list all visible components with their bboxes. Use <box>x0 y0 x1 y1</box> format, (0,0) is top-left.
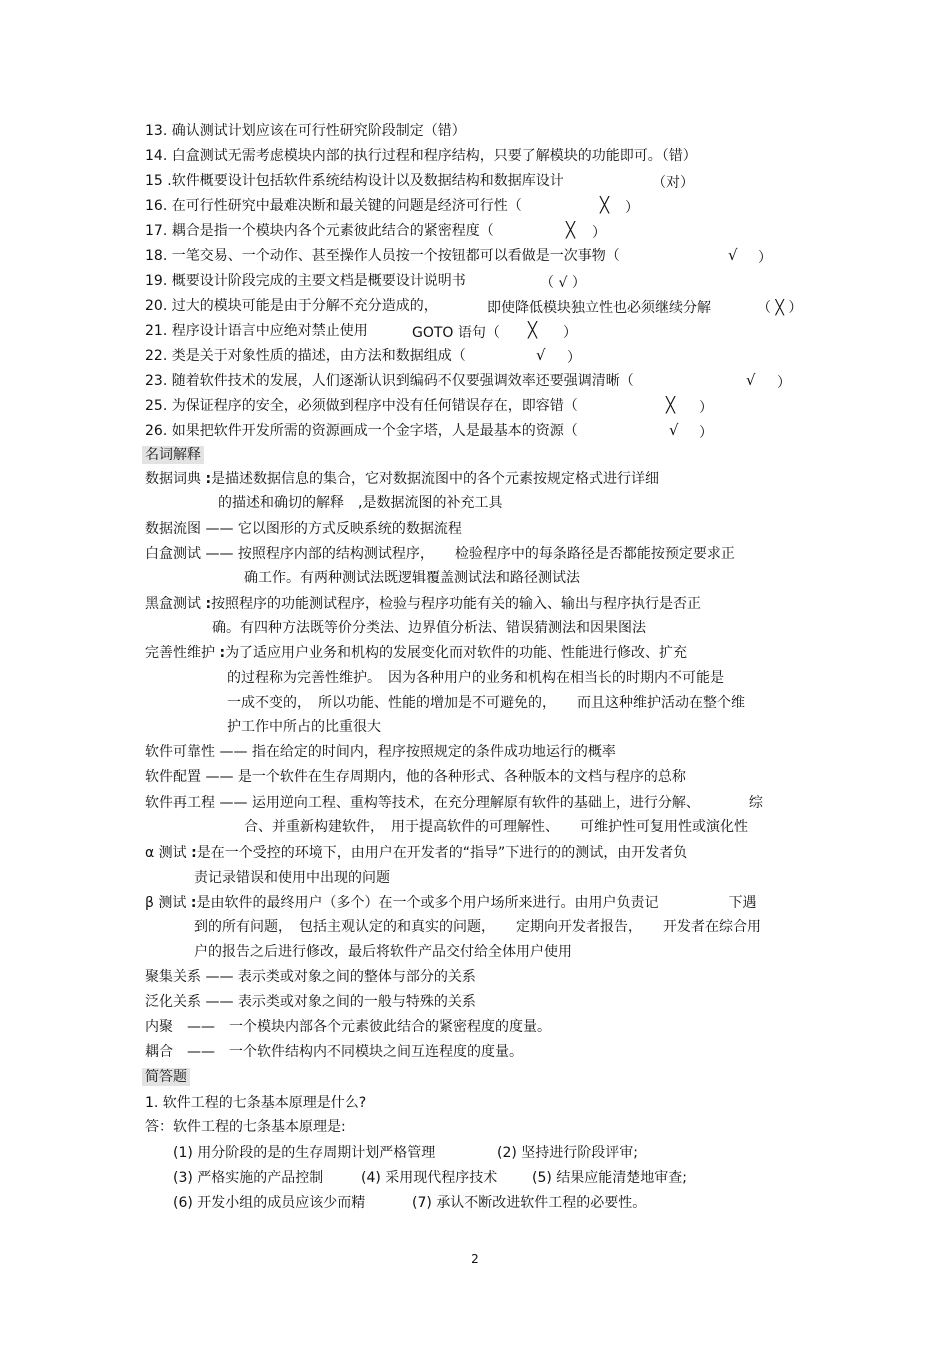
judgment-21-text2: GOTO 语句（ <box>412 325 500 341</box>
principle-1: (1) 用分阶段的是的生存周期计划严格管理 <box>173 1145 436 1161</box>
question-1: 1. 软件工程的七条基本原理是什么? <box>145 1095 367 1111</box>
judgment-25-end: ） <box>699 400 713 416</box>
judgment-26-end: ） <box>699 425 713 441</box>
term-black-box-cont: 确。有四种方法既等价分类法、边界值分析法、错误猜测法和因果图法 <box>212 620 646 636</box>
judgment-14: 14. 白盒测试无需考虑模块内部的执行过程和程序结构，只要了解模块的功能即可。（错） <box>145 148 697 164</box>
term-white-box-cont: 确工作。有两种测试法既逻辑覆盖测试法和路径测试法 <box>244 570 580 586</box>
term-perfective-maintenance-cont-3: 护工作中所占的比重很大 <box>227 719 381 735</box>
judgment-23: 23. 随着软件技术的发展，人们逐渐认识到编码不仅要强调效率还要强调清晰（ <box>145 373 634 389</box>
answer-1-intro: 答：软件工程的七条基本原理是: <box>145 1119 346 1135</box>
term-cohesion: 内聚 —— 一个模块内部各个元素彼此结合的紧密程度的度量。 <box>145 1019 551 1035</box>
judgment-26-mark: √ <box>669 421 679 439</box>
judgment-18-end: ） <box>758 250 772 266</box>
term-alpha-test: α 测试 :是在一个受控的环境下，由用户在开发者的“指导”下进行的的测试，由开发者负 <box>145 845 688 861</box>
judgment-16-mark: ╳ <box>600 196 610 214</box>
principle-6: (6) 开发小组的成员应该少而精 <box>173 1195 366 1211</box>
judgment-25-mark: ╳ <box>666 396 676 414</box>
term-beta-test-cont-1: 到的所有问题， 包括主观认定的和真实的问题， 定期向开发者报告， 开发者在综合用 <box>194 919 761 935</box>
term-dfd: 数据流图 —— 它以图形的方式反映系统的数据流程 <box>145 521 462 537</box>
judgment-13: 13. 确认测试计划应该在可行性研究阶段制定（错） <box>145 123 466 139</box>
judgment-17: 17. 耦合是指一个模块内各个元素彼此结合的紧密程度（ <box>145 223 494 239</box>
term-perfective-maintenance: 完善性维护 :为了适应用户业务和机构的发展变化而对软件的功能、性能进行修改、扩充 <box>145 645 688 661</box>
term-data-dictionary-cont: 的描述和确切的解释 ,是数据流图的补充工具 <box>218 495 503 511</box>
judgment-21-end: ） <box>563 325 577 341</box>
term-alpha-test-cont: 责记录错误和使用中出现的问题 <box>194 870 390 886</box>
judgment-21: 21. 程序设计语言中应绝对禁止使用 <box>145 323 368 339</box>
judgment-18: 18. 一笔交易、一个动作、甚至操作人员按一个按钮都可以看做是一次事物（ <box>145 248 620 264</box>
judgment-22-end: ） <box>567 350 581 366</box>
term-beta-test-cont-2: 户的报告之后进行修改，最后将软件产品交付给全体用户使用 <box>194 944 572 960</box>
judgment-16-end: ） <box>625 200 639 216</box>
term-configuration: 软件配置 —— 是一个软件在生存周期内，他的各种形式、各种版本的文档与程序的总称 <box>145 769 686 785</box>
term-coupling: 耦合 —— 一个软件结构内不同模块之间互连程度的度量。 <box>145 1044 523 1060</box>
page-number: 2 <box>471 1252 479 1266</box>
term-reliability: 软件可靠性 —— 指在给定的时间内，程序按照规定的条件成功地运行的概率 <box>145 744 616 760</box>
term-reengineering-cont: 合、并重新构建软件， 用于提高软件的可理解性、 可维护性可复用性或演化性 <box>244 819 748 835</box>
judgment-22: 22. 类是关于对象性质的描述，由方法和数据组成（ <box>145 348 466 364</box>
term-white-box: 白盒测试 —— 按照程序内部的结构测试程序， 检验程序中的每条路径是否都能按预定要求正 <box>145 546 735 562</box>
judgment-21-mark: ╳ <box>528 321 538 339</box>
principle-3: (3) 严格实施的产品控制 <box>173 1170 324 1186</box>
judgment-23-mark: √ <box>746 371 756 389</box>
judgment-19: 19. 概要设计阶段完成的主要文档是概要设计说明书 <box>145 273 466 289</box>
judgment-20-text2: 即使降低模块独立性也必须继续分解 <box>487 300 711 316</box>
judgment-15-mark: （对） <box>652 175 694 191</box>
judgment-25: 25. 为保证程序的安全，必须做到程序中没有任何错误存在，即容错（ <box>145 398 578 414</box>
term-beta-test: β 测试 :是由软件的最终用户（多个）在一个或多个用户场所来进行。由用户负责记 下遇 <box>145 895 757 911</box>
term-generalization: 泛化关系 —— 表示类或对象之间的一般与特殊的关系 <box>145 994 476 1010</box>
judgment-19-mark: （ √ ） <box>540 275 586 291</box>
judgment-26: 26. 如果把软件开发所需的资源画成一个金字塔，人是最基本的资源（ <box>145 423 578 439</box>
term-perfective-maintenance-cont-2: 一成不变的， 所以功能、性能的增加是不可避免的， 而且这种维护活动在整个维 <box>227 695 745 711</box>
judgment-15: 15 .软件概要设计包括软件系统结构设计以及数据结构和数据库设计 <box>145 173 564 189</box>
principle-7: (7) 承认不断改进软件工程的必要性。 <box>412 1195 647 1211</box>
judgment-17-end: ） <box>592 225 606 241</box>
judgment-22-mark: √ <box>536 346 546 364</box>
principle-4: (4) 采用现代程序技术 <box>361 1170 498 1186</box>
judgment-17-mark: ╳ <box>566 221 576 239</box>
judgment-18-mark: √ <box>728 246 738 264</box>
term-black-box: 黑盒测试 :按照程序的功能测试程序，检验与程序功能有关的输入、输出与程序执行是否正 <box>145 596 702 612</box>
section-heading-short-answer: 简答题 <box>142 1068 190 1086</box>
term-reengineering: 软件再工程 —— 运用逆向工程、重构等技术，在充分理解原有软件的基础上，进行分解、 综 <box>145 795 763 811</box>
judgment-16: 16. 在可行性研究中最难决断和最关键的问题是经济可行性（ <box>145 198 522 214</box>
judgment-20: 20. 过大的模块可能是由于分解不充分造成的， <box>145 298 438 314</box>
term-data-dictionary: 数据词典 :是描述数据信息的集合，它对数据流图中的各个元素按规定格式进行详细 <box>145 471 660 487</box>
judgment-20-mark: （ ╳ ） <box>757 300 803 316</box>
judgment-23-end: ） <box>777 375 791 391</box>
principle-5: (5) 结果应能清楚地审查; <box>532 1170 687 1186</box>
principle-2: (2) 坚持进行阶段评审; <box>497 1145 638 1161</box>
term-aggregation: 聚集关系 —— 表示类或对象之间的整体与部分的关系 <box>145 969 476 985</box>
section-heading-terms: 名词解释 <box>142 446 204 464</box>
term-perfective-maintenance-cont-1: 的过程称为完善性维护。 因为各种用户的业务和机构在相当长的时期内不可能是 <box>227 670 724 686</box>
